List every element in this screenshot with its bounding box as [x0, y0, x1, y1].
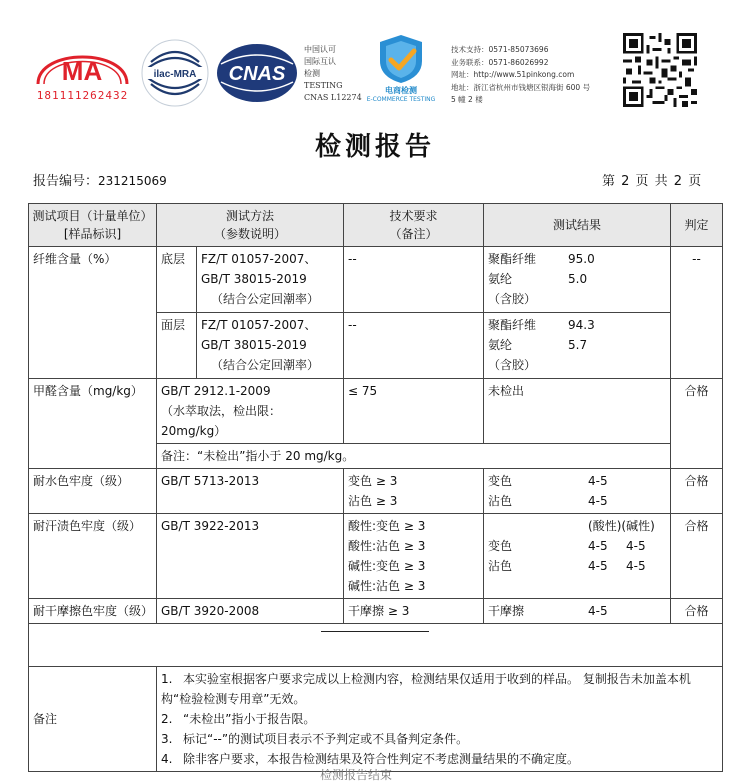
contact-line: 网址：http://www.51pinkong.com [451, 70, 575, 79]
perspiration-fastness-result: (酸性) (碱性) 变色 4-5 4-5 沾色 4-5 4-5 [484, 514, 671, 599]
cert-line: 中国认可 [304, 45, 336, 54]
fiber-requirement: -- [344, 313, 484, 379]
report-number-label: 报告编号： [33, 174, 99, 189]
table-row [29, 247, 723, 313]
fiber-method: FZ/T 01057-2007、GB/T 38015-2019 （结合公定回潮率） [197, 313, 344, 379]
ilac-mra-logo [140, 38, 210, 108]
water-fastness-method: GB/T 5713-2013 [157, 469, 344, 514]
cert-line: 国际互认 [304, 57, 336, 66]
water-fastness-requirement: 变色 ≥ 3 沾色 ≥ 3 [344, 469, 484, 514]
water-fastness-judgement: 合格 [671, 469, 723, 514]
formaldehyde-judgement: 合格 [671, 379, 723, 469]
ecommerce-logo-cn: 电商检测 [385, 86, 417, 95]
report-number-value: 231215069 [98, 174, 167, 188]
remarks-label: 备注 [29, 667, 157, 772]
fiber-method: FZ/T 01057-2007、GB/T 38015-2019 （结合公定回潮率） [197, 247, 344, 313]
rubbing-fastness-requirement: 干摩擦 ≥ 3 [344, 599, 484, 624]
formaldehyde-item: 甲醛含量（mg/kg） [29, 379, 157, 469]
table-row [29, 469, 723, 514]
header-result: 测试结果 [484, 204, 671, 247]
cert-text [304, 44, 362, 104]
contact-line: 5 幢 2 楼 [451, 95, 483, 104]
water-fastness-result: 变色 4-5 沾色 4-5 [484, 469, 671, 514]
fiber-layer: 面层 [157, 313, 197, 379]
cnas-logo [215, 42, 299, 104]
cert-line: CNAS L12274 [304, 93, 362, 102]
perspiration-fastness-requirement: 酸性:变色 ≥ 3 酸性:沾色 ≥ 3 碱性:变色 ≥ 3 碱性:沾色 ≥ 3 [344, 514, 484, 599]
header-judgement: 判定 [671, 204, 723, 247]
contact-info [451, 44, 590, 107]
header-item: 测试项目（计量单位） [样品标识] [29, 204, 157, 247]
report-number [33, 170, 167, 189]
rubbing-fastness-method: GB/T 3920-2008 [157, 599, 344, 624]
separator-row [29, 624, 723, 667]
formaldehyde-result: 未检出 [484, 379, 671, 444]
shield-icon [360, 33, 442, 85]
contact-line: 业务联系：0571-86026992 [451, 57, 549, 67]
formaldehyde-requirement: ≤ 75 [344, 379, 484, 444]
page-info: 第 2 页 共 2 页 [602, 174, 703, 189]
cnas-logo-text: CNAS [228, 63, 286, 85]
report-header [0, 0, 750, 125]
remarks-content: 1. 本实验室根据客户要求完成以上检测内容，检测结果仅适用于收到的样品。 复制报告未加盖本机构“检验检测专用章”无效。 2. “未检出”指小于报告限。 3. 标记“--”的测试项目表示不予判定或不具备判定条件。 4. 除非客户要求，本报告检测结果及符合性判定不考虑测量结果的不确定度。 [157, 667, 723, 772]
report-title: 检测报告 [314, 132, 435, 162]
rubbing-fastness-item: 耐干摩擦色牢度（级） [29, 599, 157, 624]
perspiration-fastness-item: 耐汗渍色牢度（级） [29, 514, 157, 599]
contact-line: 地址：浙江省杭州市钱塘区银海街 600 号 [451, 82, 591, 92]
table-row [29, 379, 723, 444]
remarks-row [29, 667, 723, 772]
water-fastness-item: 耐水色牢度（级） [29, 469, 157, 514]
cert-line: TESTING [304, 81, 343, 90]
cert-line: 检测 [304, 69, 320, 78]
end-divider [321, 631, 429, 632]
rubbing-fastness-result: 干摩擦 4-5 [484, 599, 671, 624]
results-table [28, 203, 723, 772]
formaldehyde-note: 备注：“未检出”指小于 20 mg/kg。 [157, 444, 671, 469]
perspiration-fastness-method: GB/T 3922-2013 [157, 514, 344, 599]
fiber-result: 聚酯纤维 94.3 氨纶 5.7 （含胶） [484, 313, 671, 379]
perspiration-fastness-judgement: 合格 [671, 514, 723, 599]
table-row [29, 599, 723, 624]
report-end-text: 检测报告结束 [320, 768, 393, 782]
fiber-requirement: -- [344, 247, 484, 313]
fiber-judgement: -- [671, 247, 723, 379]
table-row [29, 514, 723, 599]
ecommerce-logo-en: E-COMMERCE TESTING [366, 96, 436, 103]
separator-cell [29, 624, 723, 667]
formaldehyde-method: GB/T 2912.1-2009 （水萃取法，检出限：20mg/kg） [157, 379, 344, 444]
table-header-row [29, 204, 723, 247]
rubbing-fastness-judgement: 合格 [671, 599, 723, 624]
ilac-mra-logo-text: ilac-MRA [153, 69, 197, 80]
contact-line: 技术支持：0571-85073696 [451, 45, 549, 54]
fiber-result: 聚酯纤维 95.0 氨纶 5.0 （含胶） [484, 247, 671, 313]
fiber-item: 纤维含量（%） [29, 247, 157, 379]
cma-phone: 181111262432 [36, 89, 129, 102]
ecommerce-testing-logo [360, 33, 442, 107]
header-method: 测试方法 （参数说明） [157, 204, 344, 247]
cma-logo-text: MA [61, 56, 103, 86]
qr-code [623, 33, 697, 107]
fiber-layer: 底层 [157, 247, 197, 313]
header-requirement: 技术要求 （备注） [344, 204, 484, 247]
